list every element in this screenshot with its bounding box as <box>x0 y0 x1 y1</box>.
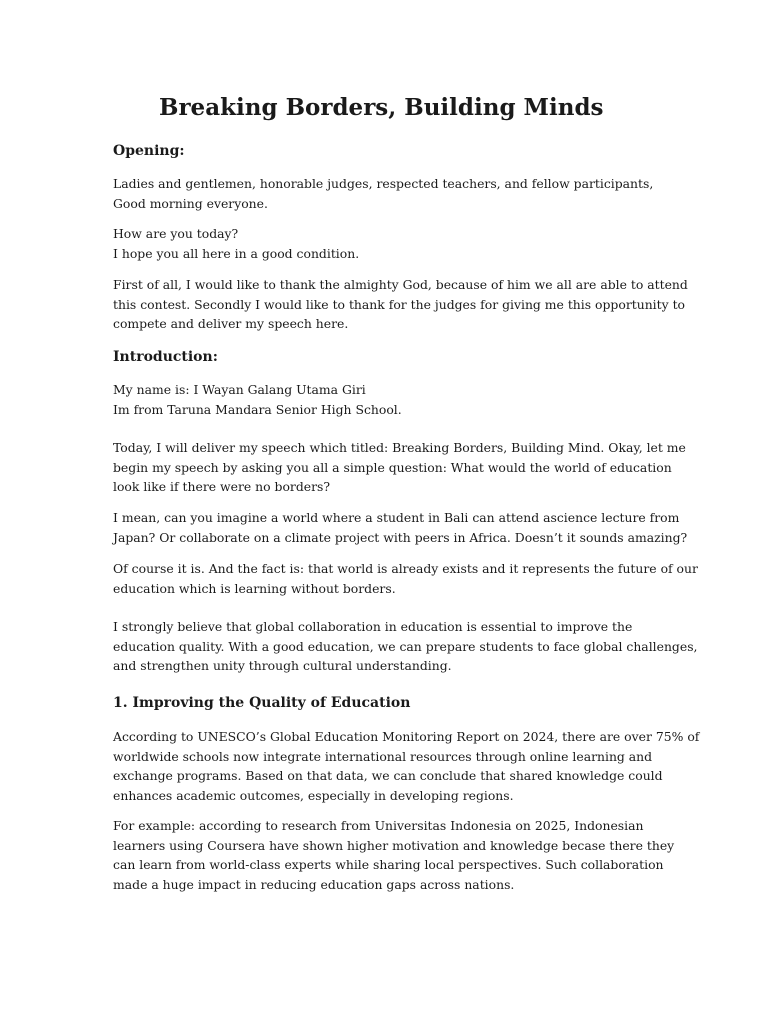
opening-heading: Opening: <box>113 143 185 159</box>
text-line: this contest. Secondly I would like to thank for the judges for giving me this opportunity to <box>113 296 686 312</box>
text-line: compete and deliver my speech here. <box>113 316 349 331</box>
text-line: I hope you all here in a good condition. <box>113 245 360 261</box>
opening-paragraph-2 <box>113 224 658 263</box>
text-line: learners using Coursera have shown higher motivation and knowledge becase there they <box>113 837 675 853</box>
text-line: My name is: I Wayan Galang Utama Giri <box>113 382 366 397</box>
document-title: Breaking Borders, Building Minds <box>159 94 604 121</box>
section-1-heading: 1. Improving the Quality of Education <box>113 695 411 711</box>
section-1-paragraph-2 <box>113 816 675 894</box>
text-line: For example: according to research from Universitas Indonesia on 2025, Indonesian <box>113 818 644 833</box>
introduction-heading: Introduction: <box>113 349 218 365</box>
text-line: worldwide schools now integrate international resources through online learning and <box>113 748 653 764</box>
introduction-paragraph-4 <box>113 559 698 598</box>
introduction-paragraph-2 <box>113 438 686 497</box>
opening-paragraph-3 <box>113 275 688 334</box>
text-line: exchange programs. Based on that data, we can conclude that shared knowledge could <box>113 768 663 783</box>
text-line: According to UNESCO’s Global Education Monitoring Report on 2024, there are over 75% of <box>113 729 700 744</box>
opening-paragraph-1 <box>113 174 658 213</box>
text-line: Japan? Or collaborate on a climate project with peers in Africa. Doesn’t it sounds amazing? <box>113 529 688 545</box>
introduction-paragraph-3 <box>113 508 688 547</box>
introduction-paragraph-5 <box>113 617 698 676</box>
text-line: look like if there were no borders? <box>113 479 331 494</box>
text-line: Of course it is. And the fact is: that world is already exists and it represents the future of our <box>113 561 698 576</box>
text-line: can learn from world-class experts while sharing local perspectives. Such collaboration <box>113 857 664 872</box>
text-line: begin my speech by asking you all a simple question: What would the world of education <box>113 459 672 475</box>
text-line: education quality. With a good education, we can prepare students to face global challenges, <box>113 638 698 654</box>
text-line: How are you today? <box>113 226 239 241</box>
text-line: I strongly believe that global collaboration in education is essential to improve the <box>113 619 633 634</box>
section-1-paragraph-1 <box>113 727 700 805</box>
text-line: education which is learning without borders. <box>113 580 396 596</box>
text-line: and strengthen unity through cultural understanding. <box>113 658 452 673</box>
text-line: I mean, can you imagine a world where a student in Bali can attend ascience lecture from <box>113 510 680 525</box>
introduction-paragraph-1 <box>113 380 658 419</box>
text-line: enhances academic outcomes, especially in developing regions. <box>113 787 514 803</box>
text-line: Ladies and gentlemen, honorable judges, respected teachers, and fellow participants, <box>113 176 654 191</box>
text-line: Good morning everyone. <box>113 195 268 211</box>
text-line: made a huge impact in reducing education gaps across nations. <box>113 876 515 892</box>
text-line: Im from Taruna Mandara Senior High School. <box>113 401 402 417</box>
text-line: First of all, I would like to thank the almighty God, because of him we all are able to attend <box>113 277 688 292</box>
text-line: Today, I will deliver my speech which titled: Breaking Borders, Building Mind. Okay, let me <box>113 440 686 455</box>
